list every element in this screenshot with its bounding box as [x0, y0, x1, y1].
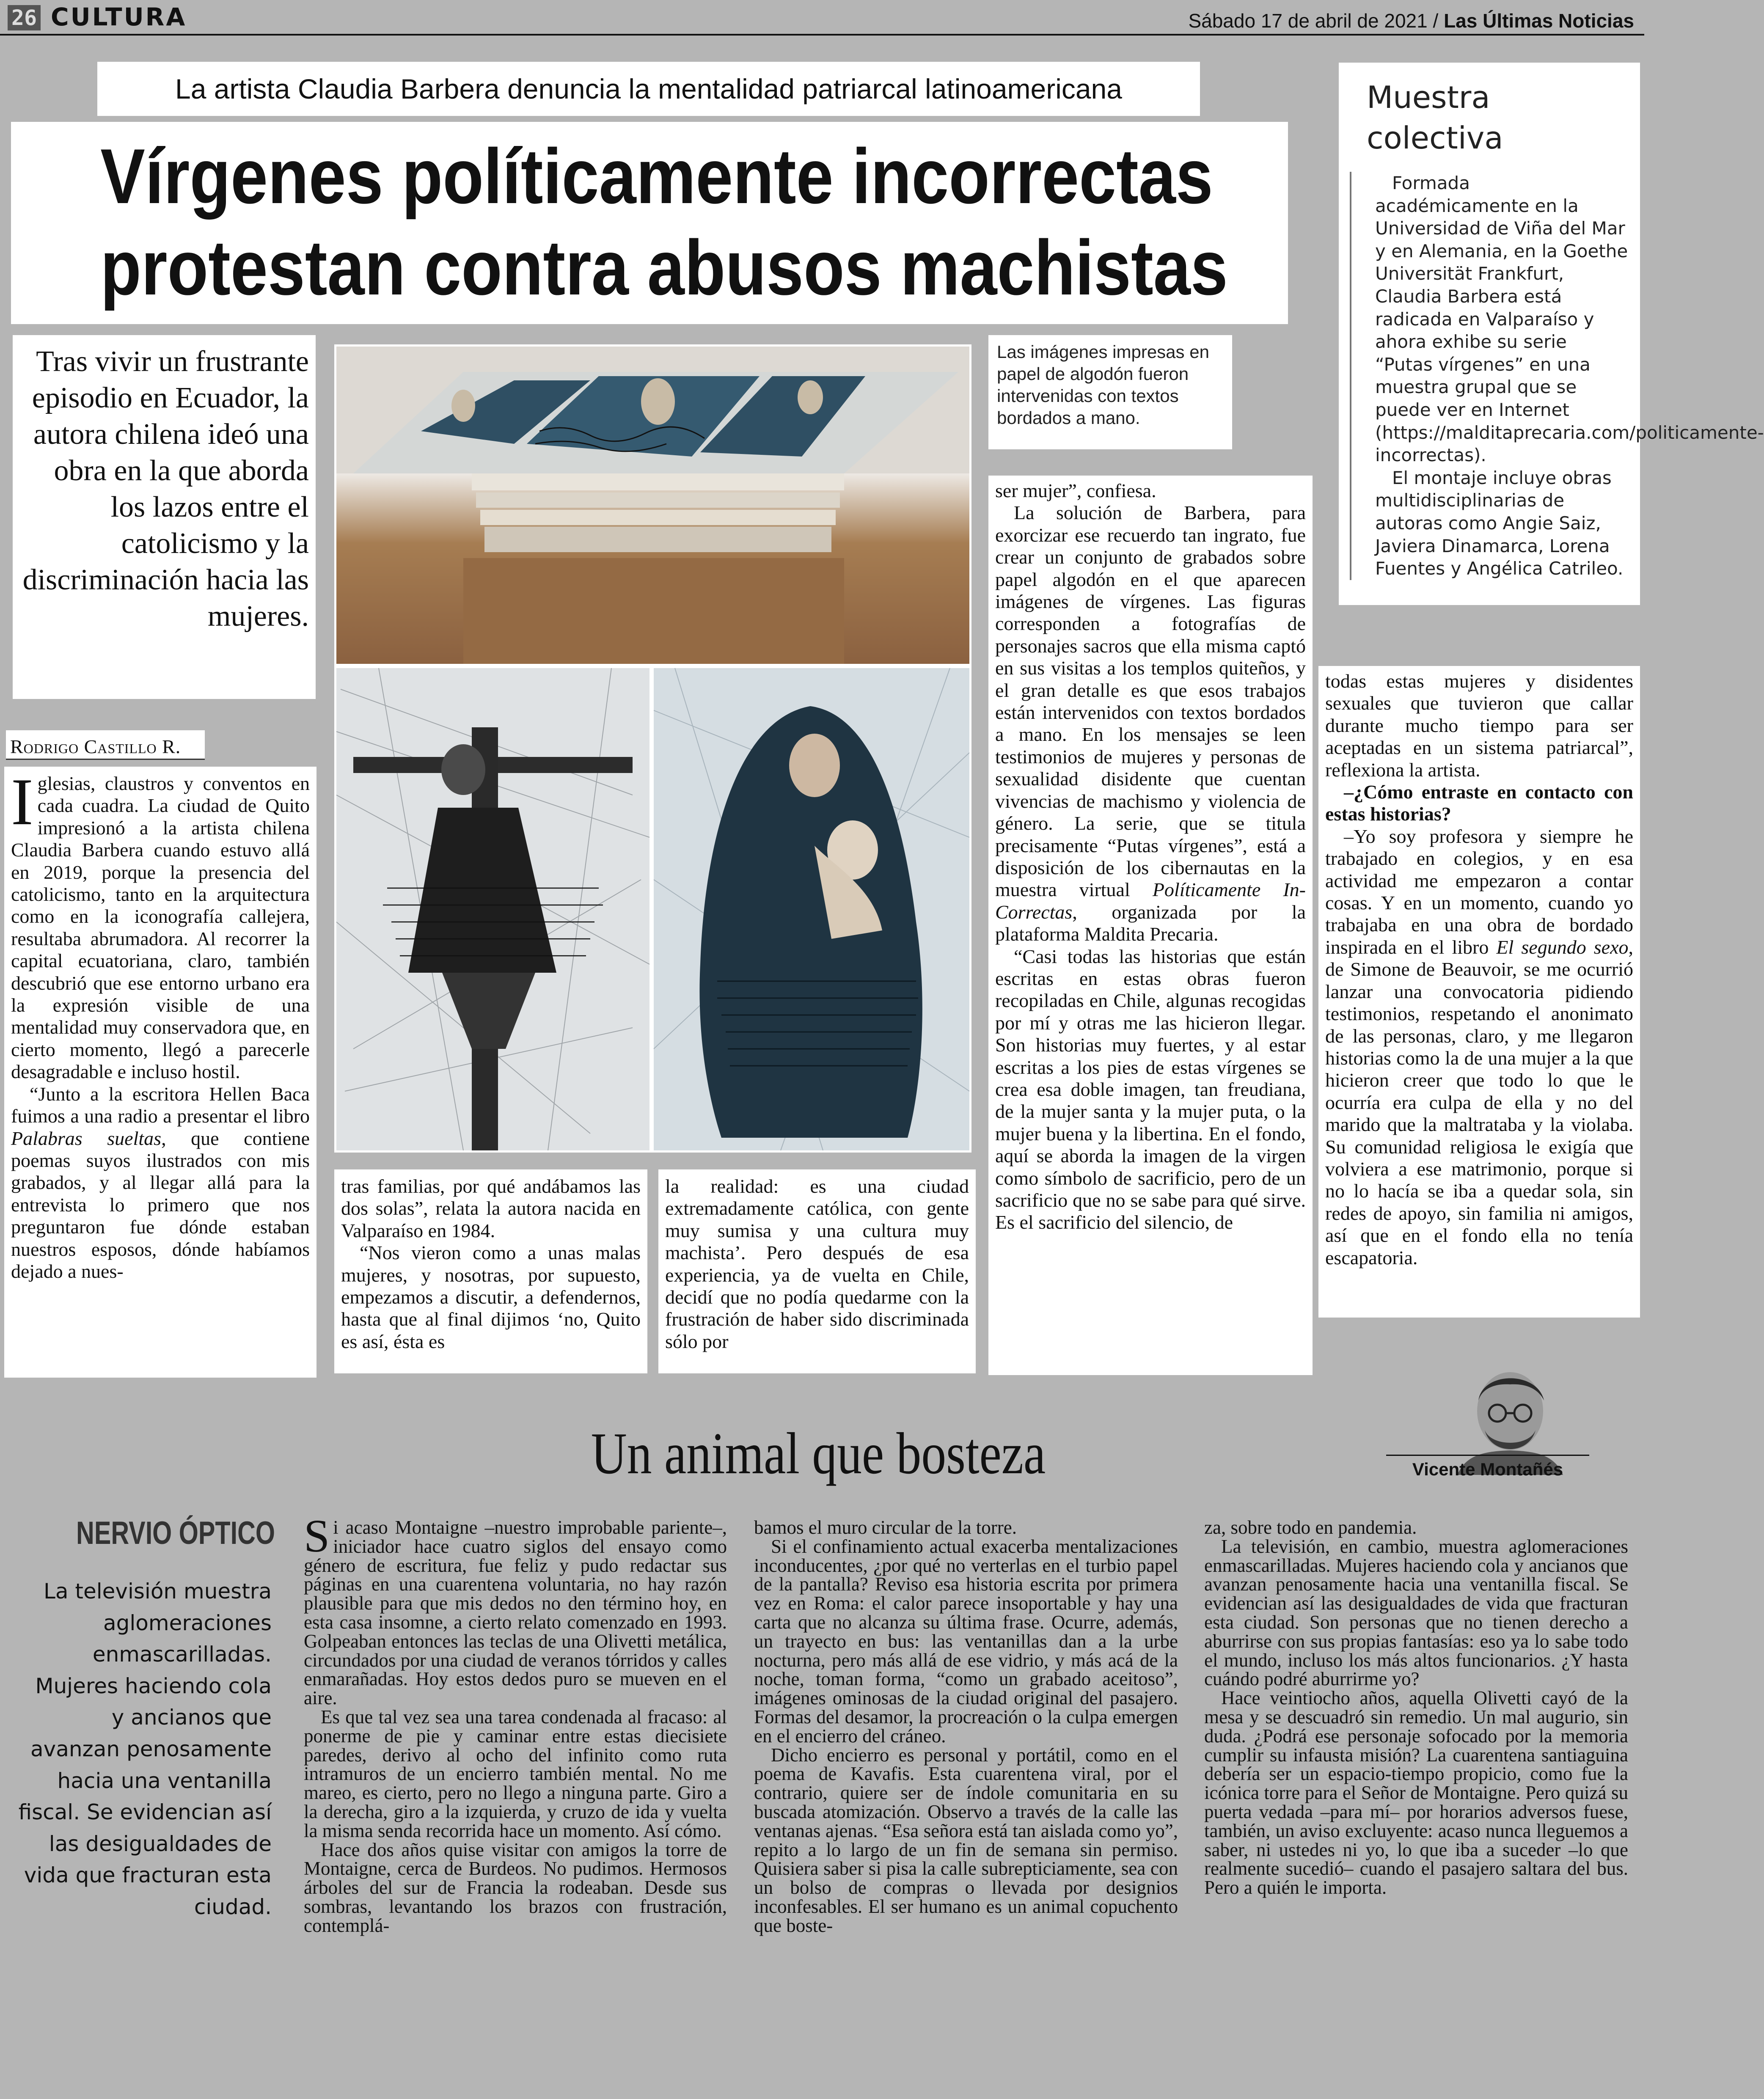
- drop-cap: I: [11, 765, 33, 839]
- opinion-column-2: bamos el muro circular de la torre. Si el confinamiento actual exacerba mentalizaciones inconducentes, ¿por qué no verterlas en el turbio papel de la pantalla? Reviso esa historia escrita por primera vez en Roma: el calor parece insoportable y hay una carta que no alcanza su última frase. Ocurre, además, un trayecto en bus: las ventanillas dan a la urbe nocturna, pero más allá de ese vidrio, y más acá de la noche, toman forma, “como un grabado aceitoso”, imágenes ominosas de la ciudad original del pasajero. Formas del desamor, la procreación o la culpa emergen en el encierro del cráneo. Dicho encierro es personal y portátil, como en el poema de Kavafis. Esta cuarentena viral, por el contrario, quiere ser de índole comunitaria en su buscada atomización. Observo a través de la calle las ventanas ajenas. “Esa señora está tan aislada como yo”, repito a lo largo de un fin de semana sin permiso. Quisiera saber si pisa la calle subrepticiamente, sea con un bolso de compras o llevada por designios inconfesables. El ser humano es un animal copuchento que boste-: [754, 1517, 1178, 1936]
- pull-quote: La televisión muestra aglomeraciones enmascarilladas. Mujeres haciendo cola y ancianos que avanzan penosamente hacia una ventanilla fiscal. Se evidencian así las desigualdades de vida que fracturan esta ciudad.: [18, 1579, 272, 1919]
- opinion-title: Un animal que bosteza: [591, 1421, 1046, 1486]
- photo-crucified-virgin: [334, 666, 652, 1153]
- article-column-2: tras familias, por qué andábamos las dos solas”, relata la autora nacida en Valparaíso en 1984. “Nos vieron como a unas malas mujeres, y nosotras, por supuesto, empezamos a discutir, a defendernos, hasta que al final dijimos ‘no, Quito es así, ésta es: [334, 1169, 647, 1373]
- photo-madonna-and-child: [652, 666, 971, 1153]
- section-name: CULTURA: [51, 3, 187, 31]
- dateline: Sábado 17 de abril de 2021 / Las Últimas Noticias: [1188, 10, 1634, 32]
- photo-installation: [334, 344, 971, 666]
- installation-image: [336, 347, 969, 664]
- book-title: Palabras sueltas: [11, 1127, 162, 1149]
- sidebar-title: Muestra colectiva: [1367, 80, 1503, 156]
- interview-question: –¿Cómo entraste en contacto con estas historias?: [1325, 781, 1633, 825]
- author-name: Vicente Montañés: [1386, 1455, 1589, 1480]
- opinion-column-1: Si acaso Montaigne –nuestro improbable pariente–, iniciador hace cuatro siglos del ensayo como género de escritura, fue feliz y pudo redactar sus páginas en una cuarentena voluntaria, no hay razón plausible para que mis dedos no den término hoy, en esta casa insomne, a cierto relato comenzado en 1993. Golpeaban entonces las teclas de una Olivetti metálica, circundados por una ciudad de veranos tórridos y calles enmarañadas. Hoy estos dedos puro se mueven en el aire. Es que tal vez sea una tarea condenada al fracaso: al ponerme de pie y caminar entre estas diecisiete paredes, derivo al ocho del infinito como ruta intramuros de un encierro también mental. No me mareo, es cierto, pero no llego a ninguna parte. Giro a la derecha, giro a la izquierda, y cruzo de ida y vuelta la misma senda recorrida hace un momento. Así cómo. Hace dos años quise visitar con amigos la torre de Montaigne, cerca de Burdeos. No pudimos. Hermosos árboles del sur de Francia la rodeaban. Desde sus sombras, levantando los brazos con frustración, contemplá-: [304, 1510, 727, 1936]
- header-rule: [0, 34, 1644, 36]
- drop-cap: S: [304, 1510, 330, 1562]
- sidebar-text: Formada académicamente en la Universidad de Viña del Mar y en Alemania, en la Goethe Universität Frankfurt, Claudia Barbera está radicada en Valparaíso y ahora exhibe su serie “Putas vírgenes” en una muestra grupal que se puede ver en Internet (https://malditaprecaria.com/politicamente-incorrectas). El montaje incluye obras multidisciplinarias de autoras como Angie Saiz, Javiera Dinamarca, Lorena Fuentes y Angélica Catrileo.: [1350, 172, 1629, 580]
- byline: Rodrigo Castillo R.: [6, 730, 205, 760]
- article-dek: Tras vivir un frustrante episodio en Ecuador, la autora chilena ideó una obra en la que aborda los lazos entre el catolicismo y la discriminación hacia las mujeres.: [13, 335, 316, 699]
- headline-box: [11, 122, 1288, 324]
- newspaper-name: Las Últimas Noticias: [1444, 10, 1634, 32]
- article-column-1: Iglesias, claustros y conventos en cada cuadra. La ciudad de Quito impresionó a la artista chilena Claudia Barbera cuando estuvo allá en 2019, porque la presencia del catolicismo, tanto en la arquitectura como en la iconografía callejera, resultaba abrumadora. Al recorrer la capital ecuatoriana, claro, también descubrió que ese entorno urbano era la expresión visible de una mentalidad muy conservadora que, en cierto momento, llegó a parecerle desagradable e incluso hostil. “Junto a la escritora Hellen Baca fuimos a una radio a presentar el libro Palabras sueltas, que contiene poemas suyos ilustrados con mis grabados, y al llegar allá para la entrevista lo primero que nos preguntaron fue dónde estaban nuestros esposos, dónde habíamos dejado a nues-: [4, 767, 316, 1378]
- article-column-3: la realidad: es una ciudad extremadamente católica, con gente muy sumisa y una cultura muy machista’. Pero después de esa experiencia, ya de vuelta en Chile, decidí que no podía quedarme con la frustración de haber sido discriminada sólo por: [658, 1169, 976, 1373]
- article-headline: Vírgenes políticamente incorrectas protestan contra abusos machistas: [100, 132, 1228, 311]
- column-name: NERVIO ÓPTICO: [76, 1515, 275, 1551]
- crucified-virgin-image: [336, 668, 649, 1150]
- issue-date: Sábado 17 de abril de 2021: [1188, 10, 1428, 32]
- article-kicker: La artista Claudia Barbera denuncia la mentalidad patriarcal latinoamericana: [97, 62, 1200, 116]
- exhibition-title: Políticamente In-Correctas: [995, 879, 1306, 923]
- sidebar-muestra-colectiva: [1339, 63, 1764, 605]
- page-number: 26: [8, 5, 41, 30]
- opinion-column-3: za, sobre todo en pandemia. La televisión, en cambio, muestra aglomeraciones enmascarilladas. Mujeres haciendo cola y ancianos que avanzan penosamente hacia una ventanilla fiscal. Se evidencian así las desigualdades de vida que fracturan esta ciudad. Son personas que no tienen derecho a aburrirse con sus propias fantasías: eso ya lo sabe todo el mundo, incluso los más altos funcionarios. ¿Y hasta cuándo podré aburrirme yo? Hace veintiocho años, aquella Olivetti cayó de la mesa y se descuadró sin remedio. Un mal augurio, sin duda. ¿Podrá ese personaje sofocado por la memoria cumplir su infausta misión? La cuarentena santiaguina debería ser un espacio-tiempo propicio, como fue la icónica torre para el Señor de Montaigne. Pero quizá su puerta vedada –para mí– por horarios adversos fuese, también, un aviso excluyente: acaso nunca lleguemos a saber, ni ustedes ni yo, lo que iba a suceder –lo que realmente sucedió– cuando el pasajero saltara del bus. Pero a quién le importa.: [1204, 1517, 1628, 1898]
- madonna-and-child-image: [654, 668, 969, 1150]
- photo-caption: Las imágenes impresas en papel de algodón fueron intervenidas con textos bordados a mano.: [988, 335, 1232, 449]
- article-column-4: ser mujer”, confiesa. La solución de Barbera, para exorcizar ese recuerdo tan ingrato, fue crear un conjunto de grabados sobre papel algodón en el que aparecen imágenes de vírgenes. Las figuras corresponden a fotografías de personajes sacros que ella misma captó en sus visitas a los templos quiteños, y el gran detalle es que esos trabajos están intervenidos con textos bordados a mano. En los mensajes se leen testimonios de mujeres y personas de sexualidad disidente que cuentan vivencias de machismo y violencia de género. La serie, que se titula precisamente “Putas vírgenes”, está a disposición de los cibernautas en la muestra virtual Políticamente In-Correctas, organizada por la plataforma Maldita Precaria. “Casi todas las historias que están escritas en estas obras fueron recopiladas en Chile, algunas recogidas por mí y otras me las hicieron llegar. Son historias muy fuertes, y al estar escritas a los pies de estas vírgenes se crea esa doble imagen, tan freudiana, de la mujer santa y la mujer puta, o la mujer buena y la libertina. En el fondo, aquí se aborda la imagen de la virgen como símbolo de sacrificio, pero de un sacrificio que no se sabe para qué sirve. Es el sacrificio del silencio, de: [988, 476, 1313, 1375]
- article-column-5: todas estas mujeres y disidentes sexuales que tuvieron que callar durante mucho tiempo para ser aceptadas en un sistema patriarcal”, reflexiona la artista. –¿Cómo entraste en contacto con estas historias? –Yo soy profesora y siempre he trabajado en colegios, y en esa actividad me empezaron a contar cosas. Y en un momento, cuando yo trabajaba en una obra de bordado inspirada en el libro El segundo sexo, de Simone de Beauvoir, se me ocurrió lanzar una convocatoria pidiendo testimonios, respetando el anonimato de las personas, claro, y me llegaron historias como la de una mujer a la que hicieron creer que todo lo que le ocurría era culpa de ella y no del marido que la maltrataba y la violaba. Su comunidad religiosa le exigía que volviera a ese matrimonio, porque si no lo hacía se iba a quedar sola, sin redes de apoyo, sin familia ni amigos, así que en el fondo ella no tenía escapatoria.: [1318, 666, 1640, 1318]
- book-title: El segundo sexo: [1496, 936, 1629, 958]
